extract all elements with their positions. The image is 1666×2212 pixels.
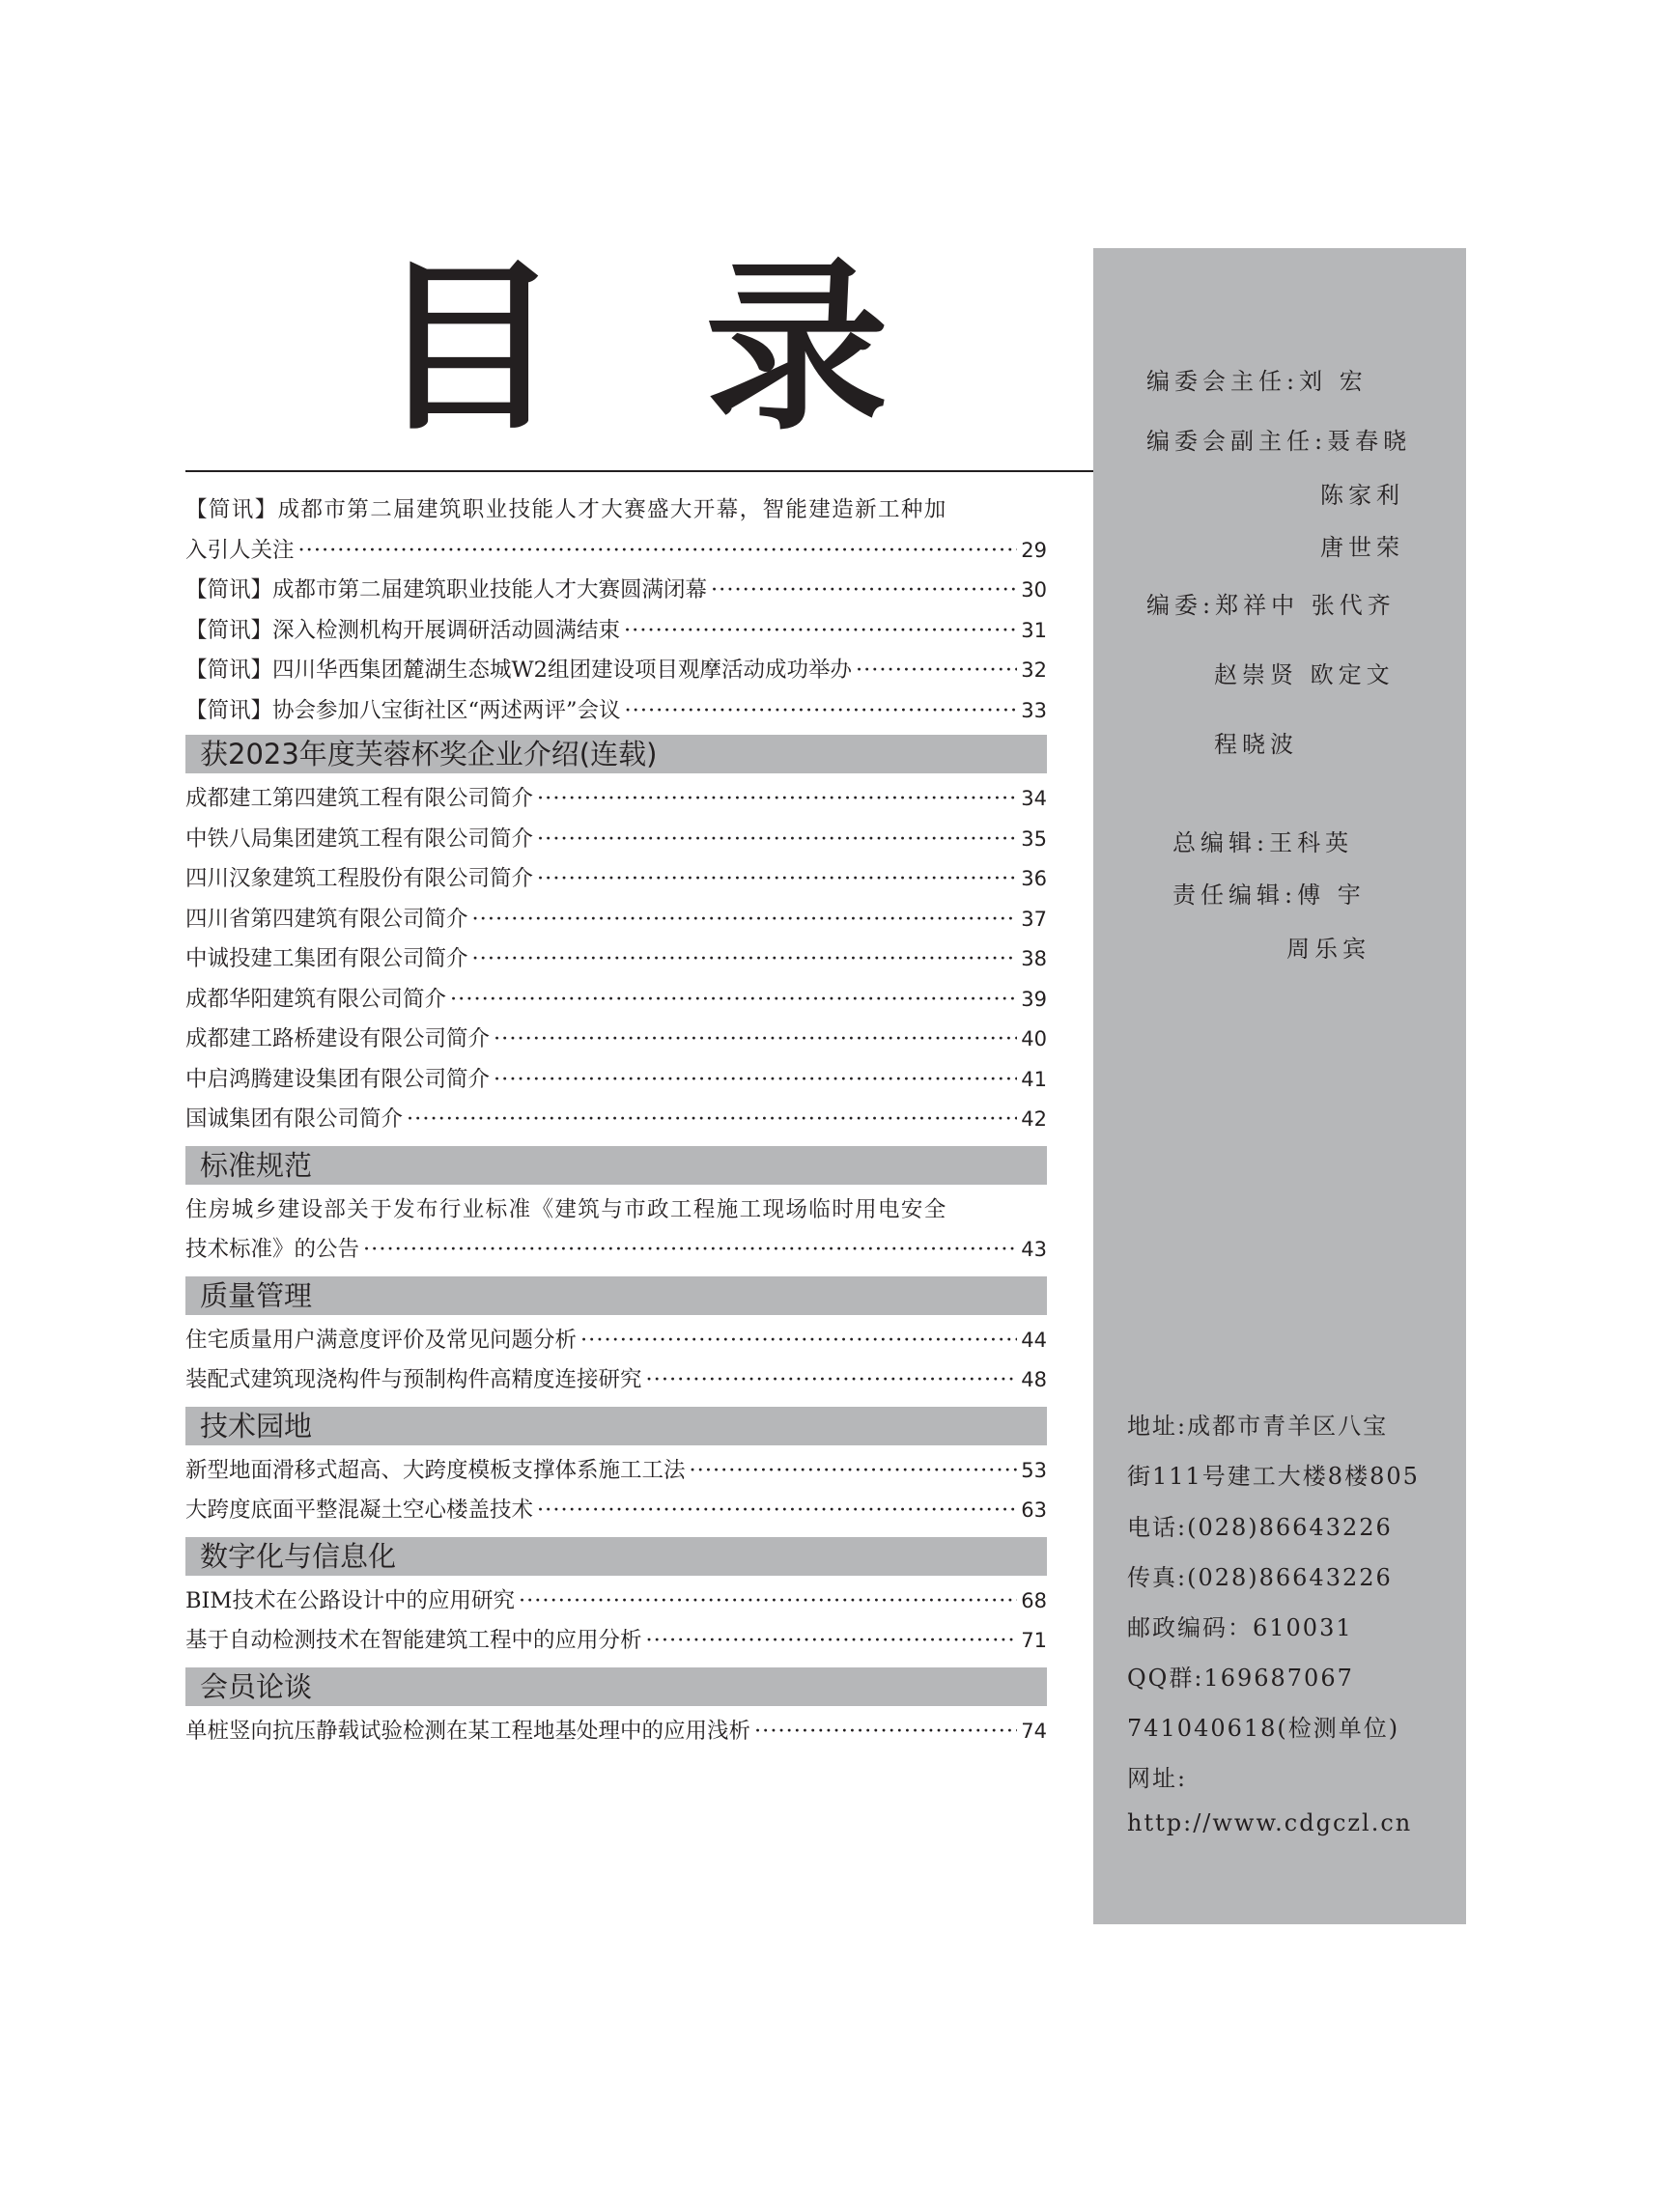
toc-entry[interactable] xyxy=(185,1582,1047,1622)
toc-entry-text: 新型地面滑移式超高、大跨度模板支撑体系施工工法 xyxy=(185,1457,686,1483)
toc-entry[interactable] xyxy=(185,1100,1047,1140)
toc-page-number: 32 xyxy=(1021,658,1047,682)
toc-page-number: 71 xyxy=(1021,1629,1047,1652)
toc-entry[interactable] xyxy=(185,820,1047,860)
toc-page-number: 36 xyxy=(1021,867,1047,890)
qq-group: QQ群:169687067 xyxy=(1127,1665,1354,1692)
toc-entry[interactable] xyxy=(185,1060,1047,1101)
leader-dots xyxy=(646,1360,1018,1401)
leader-dots xyxy=(624,611,1017,652)
editor-director: 编委会主任:刘 宏 xyxy=(1146,368,1368,395)
editorial-committee-2: 赵崇贤 欧定文 xyxy=(1214,661,1395,688)
section-header: 会员论谈 xyxy=(185,1667,1047,1706)
toc-entry-brief-1[interactable] xyxy=(185,490,1047,571)
leader-dots xyxy=(537,779,1017,820)
toc-entry-text: 住房城乡建设部关于发布行业标准《建筑与市政工程施工现场临时用电安全 xyxy=(185,1196,947,1222)
leader-dots xyxy=(298,531,1018,572)
website-url[interactable]: http://www.cdgczl.cn xyxy=(1127,1809,1413,1836)
toc-entry-text: 大跨度底面平整混凝土空心楼盖技术 xyxy=(185,1498,534,1523)
toc-entry-brief-2[interactable] xyxy=(185,571,1047,611)
toc-page-number: 44 xyxy=(1021,1328,1047,1352)
toc-entry-text: 四川汉象建筑工程股份有限公司简介 xyxy=(185,866,534,891)
toc-entry-text: 国诚集团有限公司简介 xyxy=(185,1106,404,1132)
toc-entry-text: BIM技术在公路设计中的应用研究 xyxy=(185,1587,515,1613)
leader-dots xyxy=(856,651,1017,691)
section-header: 质量管理 xyxy=(185,1276,1047,1315)
toc-page-number: 35 xyxy=(1021,826,1047,851)
toc-entry[interactable] xyxy=(185,900,1047,940)
leader-dots xyxy=(494,1060,1017,1101)
leader-dots xyxy=(646,1621,1018,1662)
fax: 传真:(028)86643226 xyxy=(1127,1564,1393,1591)
leader-dots xyxy=(363,1230,1017,1271)
toc-entry-text: 装配式建筑现浇构件与预制构件高精度连接研究 xyxy=(185,1367,642,1392)
leader-dots xyxy=(537,1491,1017,1531)
section-header: 标准规范 xyxy=(185,1146,1047,1185)
toc-page-number: 39 xyxy=(1021,987,1047,1011)
editorial-committee: 编委:郑祥中 张代齐 xyxy=(1146,592,1396,619)
editor-vice-director-3: 唐世荣 xyxy=(1320,534,1404,561)
editorial-committee-3: 程晓波 xyxy=(1214,731,1298,758)
toc-entry-text: 【简讯】四川华西集团麓湖生态城W2组团建设项目观摩活动成功举办 xyxy=(185,658,852,683)
leader-dots xyxy=(580,1321,1017,1361)
responsible-editor: 责任编辑:傅 宇 xyxy=(1172,882,1366,909)
toc-page-number: 29 xyxy=(1021,538,1047,562)
toc-entry-text: 【简讯】成都市第二届建筑职业技能人才大赛盛大开幕，智能建造新工种加 xyxy=(185,497,947,522)
chief-editor: 总编辑:王科英 xyxy=(1172,829,1354,856)
leader-dots xyxy=(690,1451,1018,1492)
toc-entry-text-cont: 入引人关注 xyxy=(185,537,295,563)
toc-entry-text: 单桩竖向抗压静载试验检测在某工程地基处理中的应用浅析 xyxy=(185,1718,751,1744)
toc-page-number: 37 xyxy=(1021,907,1047,931)
toc-entry-text: 【简讯】深入检测机构开展调研活动圆满结束 xyxy=(185,617,621,643)
toc-page-number: 43 xyxy=(1021,1238,1047,1261)
toc-entry[interactable] xyxy=(185,1190,1047,1271)
toc-entry[interactable] xyxy=(185,1321,1047,1361)
toc-page-number: 33 xyxy=(1021,698,1047,722)
leader-dots xyxy=(754,1712,1017,1752)
toc-entry-text: 成都建工第四建筑工程有限公司简介 xyxy=(185,786,534,811)
address-cont: 街111号建工大楼8楼805 xyxy=(1127,1463,1420,1490)
toc-entry[interactable] xyxy=(185,1712,1047,1752)
toc-entry-text: 中铁八局集团建筑工程有限公司简介 xyxy=(185,826,534,852)
page-title xyxy=(377,239,889,455)
toc-page-number: 31 xyxy=(1021,618,1047,642)
toc-page-number: 48 xyxy=(1021,1368,1047,1391)
toc-entry-text: 成都华阳建筑有限公司简介 xyxy=(185,986,447,1012)
phone: 电话:(028)86643226 xyxy=(1127,1514,1393,1541)
leader-dots xyxy=(519,1582,1017,1622)
toc-entry[interactable] xyxy=(185,1020,1047,1060)
leader-dots xyxy=(494,1020,1017,1060)
leader-dots xyxy=(537,820,1017,860)
toc-page-number: 38 xyxy=(1021,947,1047,970)
toc-entry[interactable] xyxy=(185,1360,1047,1401)
editor-vice-director-2: 陈家利 xyxy=(1320,482,1404,509)
title-char-2: 录 xyxy=(705,239,889,455)
section-header: 技术园地 xyxy=(185,1407,1047,1445)
toc-page-number: 41 xyxy=(1021,1067,1047,1091)
toc-entry-brief-4[interactable] xyxy=(185,651,1047,691)
toc-page-number: 34 xyxy=(1021,787,1047,810)
toc-page-number: 30 xyxy=(1021,578,1047,602)
leader-dots xyxy=(711,571,1017,611)
toc-entry[interactable] xyxy=(185,1621,1047,1662)
leader-dots xyxy=(472,939,1018,980)
leader-dots xyxy=(537,859,1017,900)
toc-entry[interactable] xyxy=(185,1491,1047,1531)
title-rule xyxy=(185,470,1093,472)
sidebar-panel xyxy=(1093,248,1466,1924)
toc-page-number: 68 xyxy=(1021,1588,1047,1612)
toc-entry-text: 成都建工路桥建设有限公司简介 xyxy=(185,1026,491,1051)
toc-entry-brief-5[interactable] xyxy=(185,691,1047,732)
toc-page-number: 40 xyxy=(1021,1027,1047,1050)
toc-entry-text: 基于自动检测技术在智能建筑工程中的应用分析 xyxy=(185,1628,642,1653)
section-header: 数字化与信息化 xyxy=(185,1537,1047,1576)
title-char-1: 目 xyxy=(377,239,561,455)
toc-entry-text: 【简讯】成都市第二届建筑职业技能人才大赛圆满闭幕 xyxy=(185,577,708,602)
toc-entry-text: 住宅质量用户满意度评价及常见问题分析 xyxy=(185,1327,578,1353)
table-of-contents xyxy=(185,490,1047,1751)
qq-group-2: 741040618(检测单位) xyxy=(1127,1715,1400,1742)
toc-entry-brief-3[interactable] xyxy=(185,611,1047,652)
address: 地址:成都市青羊区八宝 xyxy=(1127,1413,1389,1440)
toc-entry-text: 中诚投建工集团有限公司简介 xyxy=(185,946,468,971)
toc-entry[interactable] xyxy=(185,779,1047,820)
leader-dots xyxy=(450,980,1017,1021)
toc-entry-text-cont: 技术标准》的公告 xyxy=(185,1237,360,1262)
leader-dots xyxy=(407,1100,1017,1140)
postal-code: 邮政编码：610031 xyxy=(1127,1614,1353,1641)
toc-entry[interactable] xyxy=(185,1451,1047,1492)
toc-entry[interactable] xyxy=(185,939,1047,980)
toc-entry[interactable] xyxy=(185,859,1047,900)
toc-page-number: 74 xyxy=(1021,1719,1047,1743)
website-label: 网址: xyxy=(1127,1765,1188,1792)
toc-page-number: 63 xyxy=(1021,1498,1047,1522)
responsible-editor-2: 周乐宾 xyxy=(1286,936,1370,963)
toc-page-number: 53 xyxy=(1021,1458,1047,1482)
leader-dots xyxy=(625,691,1018,732)
toc-entry[interactable] xyxy=(185,980,1047,1021)
leader-dots xyxy=(472,900,1018,940)
toc-entry-text: 【简讯】协会参加八宝街社区“两述两评”会议 xyxy=(185,697,621,723)
toc-page-number: 42 xyxy=(1021,1107,1047,1131)
editor-vice-director: 编委会副主任:聂春晓 xyxy=(1146,428,1412,455)
toc-entry-text: 中启鸿腾建设集团有限公司简介 xyxy=(185,1066,491,1092)
section-header: 获2023年度芙蓉杯奖企业介绍(连载) xyxy=(185,735,1047,773)
toc-entry-text: 四川省第四建筑有限公司简介 xyxy=(185,906,468,932)
